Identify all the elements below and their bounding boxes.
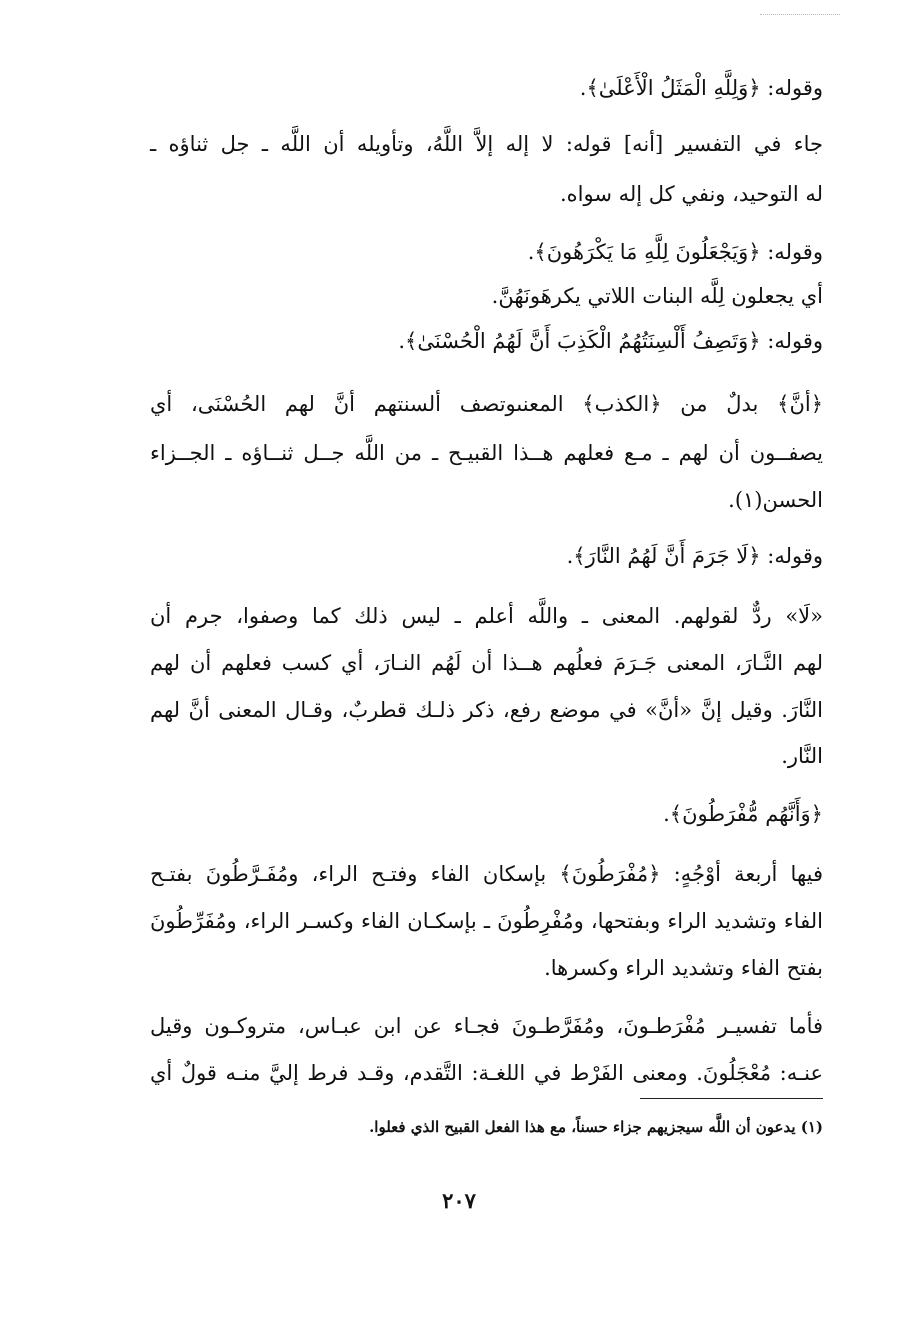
verse-line: وقوله: ﴿لَا جَرَمَ أَنَّ لَهُمُ النَّارَ﴾. (566, 544, 823, 568)
verse-line: وقوله: ﴿وَتَصِفُ أَلْسِنَتُهُمُ الْكَذِبَ أَنَّ لَهُمُ الْحُسْنَىٰ﴾. (398, 329, 823, 353)
text-line: عنـه: مُعْجَلُونَ. ومعنى الفَرْط في اللغـة: التَّقدم، وقـد فرط إليَّ منـه قولٌ أي (150, 1061, 823, 1085)
text-line: أي يجعلون لِلَّه البنات اللاتي يكرهَونَهُنَّ. (491, 284, 823, 308)
footnote-rule (640, 1098, 823, 1099)
text-line: جاء في التفسير [أنه] قوله: لا إله إلاَّ اللَّهُ، وتأويله أن اللَّه ـ جل ثناؤه ـ (150, 132, 823, 156)
verse-line: وقوله: ﴿وَيَجْعَلُونَ لِلَّهِ مَا يَكْرَهُونَ﴾. (527, 240, 823, 264)
footnote: (١) يدعون أن اللَّه سيجزيهم جزاء حسناً، مع هذا الفعل القبيح الذي فعلوا. (369, 1118, 823, 1136)
text-line: يصفــون أن لهم ـ مـع فعلهم هــذا القبيـح ـ من اللَّه جــل ثنــاؤه ـ الجــزاء (150, 441, 823, 465)
text-line: بفتح الفاء وتشديد الراء وكسرها. (544, 956, 823, 980)
text-line: النَّارَ. وقيل إنَّ «أنَّ» في موضع رفع، ذكر ذلـك قطربٌ، وقـال المعنى أنَّ لهم (150, 698, 823, 722)
page-number: ٢٠٧ (442, 1188, 476, 1213)
verse-line: ﴿وَأَنَّهُم مُّفْرَطُونَ﴾. (663, 802, 823, 826)
text-line: له التوحيد، ونفي كل إله سواه. (559, 182, 823, 206)
text-line: ﴿أنَّ﴾ بدلٌ من ﴿الكذب﴾ المعنىوتصف ألسنتهم أنَّ لهم الحُسْنَى، أي (150, 392, 824, 416)
scan-mark (760, 14, 840, 16)
verse-line: وقوله: ﴿وَلِلَّهِ الْمَثَلُ الْأَعْلَىٰ﴾. (579, 76, 823, 100)
text-line: الحسن(١). (728, 488, 823, 512)
text-line: النَّار. (781, 744, 823, 768)
text-line: «لَا» ردٌّ لقولهم. المعنى ـ واللَّه أعلم ـ ليس ذلك كما وصفوا، جرم أن (150, 604, 823, 628)
text-line: فيها أربعة أوْجُهٍ: ﴿مُفْرَطُونَ﴾ بإسكان الفاء وفتـح الراء، ومُفَـرَّطُونَ بفتـح (150, 862, 823, 886)
text-line: الفاء وتشديد الراء وبفتحها، ومُفْرِطُونَ ـ بإسكـان الفاء وكسـر الراء، ومُفَرِّطُونَ (150, 909, 823, 933)
text-line: فأما تفسيـر مُفْرَطـونَ، ومُفَرَّطـونَ فجـاء عن ابن عبـاس، متروكـون وقيل (150, 1014, 823, 1038)
text-line: لهم النَّـارَ، المعنى جَـرَمَ فعلُهم هــذا أن لَهُم النـارَ، أي كسب فعلهم أن لهم (150, 651, 823, 675)
